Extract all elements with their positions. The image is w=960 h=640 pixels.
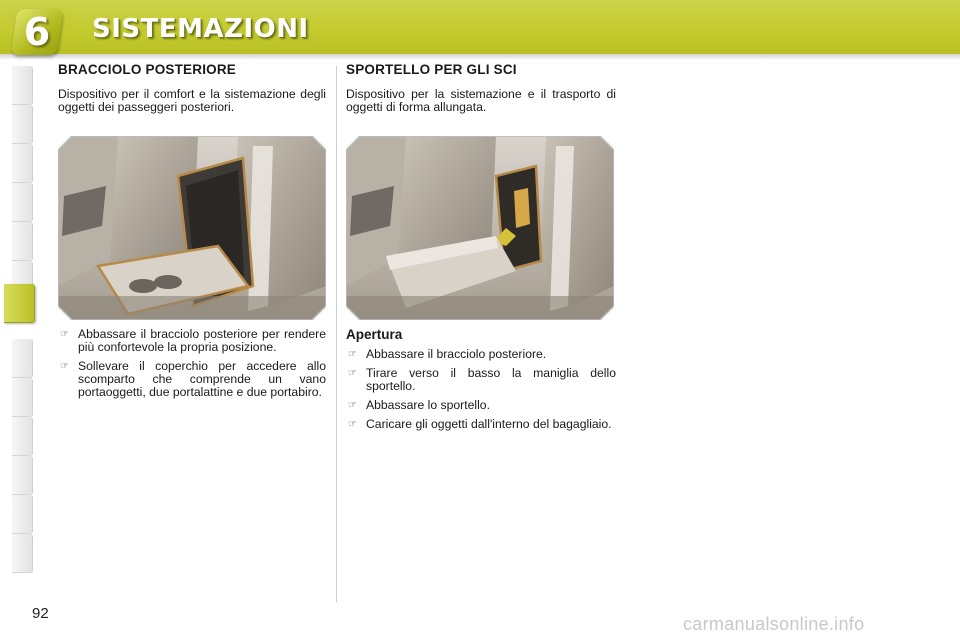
pointer-icon: ☞ <box>348 400 357 411</box>
section-title: BRACCIOLO POSTERIORE <box>58 62 237 77</box>
page-number: 92 <box>32 605 49 622</box>
chapter-tab[interactable] <box>12 144 33 183</box>
chapter-tab[interactable] <box>12 66 33 105</box>
pointer-icon: ☞ <box>348 349 357 360</box>
list-item: ☞ Sollevare il coperchio per accedere allo scomparto che comprende un vano portaoggetti, due portalattine e due portabiro. <box>60 359 326 399</box>
section-intro: Dispositivo per il comfort e la sistemazione degli oggetti dei passeggeri posteriori. <box>58 87 326 114</box>
chapter-tab[interactable] <box>12 105 33 144</box>
pointer-icon: ☞ <box>348 419 357 430</box>
chapter-tab[interactable] <box>12 495 33 534</box>
ski-hatch-photo <box>346 136 614 320</box>
chapter-tab[interactable] <box>12 222 33 261</box>
list-item: ☞ Abbassare il bracciolo posteriore. <box>348 347 547 361</box>
chapter-tab[interactable] <box>12 456 33 495</box>
chapter-title: SISTEMAZIONI <box>92 14 309 44</box>
ski-hatch-steps <box>346 348 616 437</box>
armrest-photo <box>58 136 326 320</box>
watermark: carmanualsonline.info <box>683 614 865 634</box>
chapter-tab[interactable] <box>12 417 33 456</box>
subsection-title: Apertura <box>346 327 403 342</box>
chapter-tab-active[interactable] <box>4 284 35 323</box>
chapter-tab[interactable] <box>12 183 33 222</box>
chapter-tab[interactable] <box>12 534 33 573</box>
chapter-tab[interactable] <box>12 378 33 417</box>
list-item: ☞ Abbassare lo sportello. <box>348 398 490 412</box>
list-item: ☞ Abbassare il bracciolo posteriore per rendere più confortevole la propria posizione. <box>60 327 326 354</box>
pointer-icon: ☞ <box>348 368 357 379</box>
chapter-tabs <box>0 66 34 578</box>
chapter-tab[interactable] <box>12 339 33 378</box>
pointer-icon: ☞ <box>60 329 69 340</box>
section-intro: Dispositivo per la sistemazione e il trasporto di oggetti di forma allungata. <box>346 87 616 114</box>
column-divider <box>336 66 337 602</box>
ski-hatch-section <box>346 60 616 114</box>
armrest-section <box>58 60 326 114</box>
list-item: ☞ Caricare gli oggetti dall'interno del bagagliaio. <box>348 417 612 431</box>
armrest-steps <box>58 328 326 405</box>
section-title: SPORTELLO PER GLI SCI <box>346 62 517 77</box>
chapter-number: 6 <box>23 10 51 54</box>
list-item: ☞ Tirare verso il basso la maniglia dello sportello. <box>348 366 616 393</box>
pointer-icon: ☞ <box>60 361 69 372</box>
